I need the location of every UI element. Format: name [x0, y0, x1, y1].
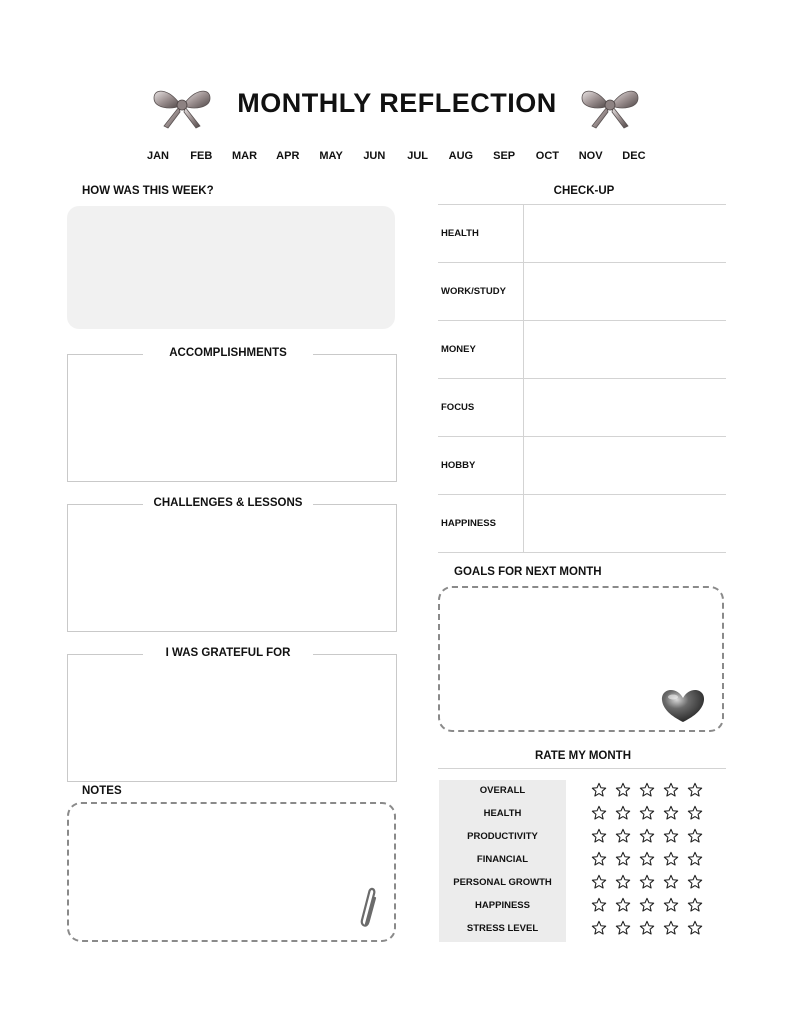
month-selector [140, 150, 652, 166]
grateful-heading: I WAS GRATEFUL FOR [143, 647, 313, 659]
star-outline-icon[interactable] [663, 805, 679, 821]
star-outline-icon[interactable] [591, 805, 607, 821]
paperclip-icon [358, 884, 382, 930]
checkup-input[interactable] [524, 205, 727, 263]
star-outline-icon[interactable] [591, 920, 607, 936]
star-outline-icon[interactable] [663, 782, 679, 798]
star-outline-icon[interactable] [615, 782, 631, 798]
week-heading: HOW WAS THIS WEEK? [82, 185, 214, 197]
rate-divider [438, 768, 726, 769]
star-outline-icon[interactable] [639, 874, 655, 890]
star-rating [591, 897, 703, 913]
star-outline-icon[interactable] [663, 828, 679, 844]
rate-label: OVERALL [479, 785, 526, 796]
month-jul[interactable]: JUL [407, 150, 428, 162]
checkup-label: HAPPINESS [438, 495, 524, 553]
star-outline-icon[interactable] [615, 828, 631, 844]
month-nov[interactable]: NOV [578, 150, 603, 162]
star-outline-icon[interactable] [639, 828, 655, 844]
checkup-row [438, 205, 726, 263]
rate-row [439, 849, 719, 872]
month-jun[interactable]: JUN [363, 150, 386, 162]
star-outline-icon[interactable] [663, 897, 679, 913]
month-oct[interactable]: OCT [535, 150, 559, 162]
rate-label: PRODUCTIVITY [467, 831, 538, 842]
week-input-box[interactable] [67, 206, 395, 329]
month-aug[interactable]: AUG [448, 150, 474, 162]
star-outline-icon[interactable] [615, 920, 631, 936]
star-outline-icon[interactable] [639, 897, 655, 913]
checkup-input[interactable] [524, 321, 727, 379]
rate-row [439, 803, 719, 826]
star-outline-icon[interactable] [663, 874, 679, 890]
star-outline-icon[interactable] [591, 828, 607, 844]
star-rating [591, 874, 703, 890]
star-outline-icon[interactable] [615, 897, 631, 913]
month-may[interactable]: MAY [319, 150, 343, 162]
star-outline-icon[interactable] [687, 897, 703, 913]
rate-heading: RATE MY MONTH [534, 750, 632, 762]
star-outline-icon[interactable] [663, 851, 679, 867]
rate-row [439, 872, 719, 895]
star-outline-icon[interactable] [687, 851, 703, 867]
challenges-box[interactable] [67, 497, 397, 632]
star-outline-icon[interactable] [687, 805, 703, 821]
checkup-label: MONEY [438, 321, 524, 379]
rate-label: HAPPINESS [475, 900, 530, 911]
star-outline-icon[interactable] [591, 874, 607, 890]
month-jan[interactable]: JAN [146, 150, 169, 162]
star-outline-icon[interactable] [687, 920, 703, 936]
checkup-input[interactable] [524, 379, 727, 437]
checkup-label: HEALTH [438, 205, 524, 263]
star-outline-icon[interactable] [591, 782, 607, 798]
goals-heading: GOALS FOR NEXT MONTH [454, 566, 602, 578]
star-rating [591, 805, 703, 821]
month-dec[interactable]: DEC [622, 150, 646, 162]
checkup-input[interactable] [524, 437, 727, 495]
star-outline-icon[interactable] [639, 851, 655, 867]
rate-label: FINANCIAL [476, 854, 529, 865]
checkup-row [438, 263, 726, 321]
month-sep[interactable]: SEP [493, 150, 516, 162]
star-rating [591, 782, 703, 798]
star-outline-icon[interactable] [639, 920, 655, 936]
star-outline-icon[interactable] [663, 920, 679, 936]
rate-row [439, 826, 719, 849]
checkup-label: FOCUS [438, 379, 524, 437]
star-outline-icon[interactable] [639, 782, 655, 798]
notes-box[interactable] [67, 802, 396, 942]
rate-row [439, 918, 719, 941]
checkup-table [438, 204, 726, 553]
checkup-heading: CHECK-UP [553, 185, 615, 197]
rate-row [439, 780, 719, 803]
star-outline-icon[interactable] [615, 805, 631, 821]
star-outline-icon[interactable] [687, 874, 703, 890]
checkup-row [438, 495, 726, 553]
checkup-label: WORK/STUDY [438, 263, 524, 321]
star-outline-icon[interactable] [591, 851, 607, 867]
month-mar[interactable]: MAR [232, 150, 258, 162]
star-outline-icon[interactable] [615, 874, 631, 890]
accomplishments-box[interactable] [67, 347, 397, 482]
checkup-input[interactable] [524, 263, 727, 321]
star-outline-icon[interactable] [639, 805, 655, 821]
checkup-row [438, 379, 726, 437]
star-rating [591, 920, 703, 936]
rate-label: HEALTH [483, 808, 522, 819]
star-outline-icon[interactable] [687, 828, 703, 844]
challenges-heading: CHALLENGES & LESSONS [143, 497, 313, 509]
checkup-row [438, 321, 726, 379]
checkup-label: HOBBY [438, 437, 524, 495]
page-title: MONTHLY REFLECTION [237, 88, 557, 118]
star-outline-icon[interactable] [687, 782, 703, 798]
star-rating [591, 851, 703, 867]
grateful-box[interactable] [67, 647, 397, 782]
rate-row [439, 895, 719, 918]
month-feb[interactable]: FEB [190, 150, 213, 162]
notes-heading: NOTES [82, 785, 122, 797]
star-rating [591, 828, 703, 844]
accomplishments-heading: ACCOMPLISHMENTS [143, 347, 313, 359]
heart-icon [659, 686, 707, 724]
checkup-row [438, 437, 726, 495]
rate-label: STRESS LEVEL [466, 923, 539, 934]
star-outline-icon[interactable] [615, 851, 631, 867]
month-apr[interactable]: APR [276, 150, 300, 162]
rate-label: PERSONAL GROWTH [453, 877, 552, 888]
checkup-input[interactable] [524, 495, 727, 553]
star-outline-icon[interactable] [591, 897, 607, 913]
